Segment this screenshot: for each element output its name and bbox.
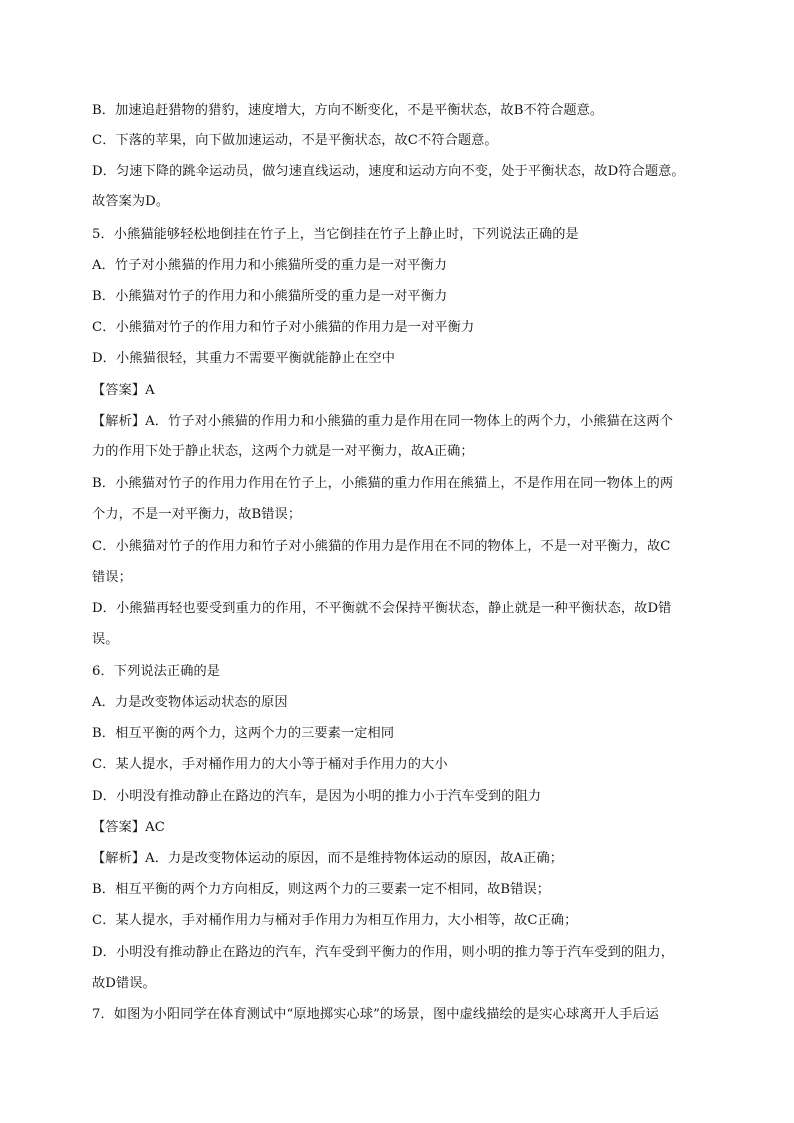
- question-5-option-d: D．小熊猫很轻，其重力不需要平衡就能静止在空中: [92, 351, 395, 366]
- text-line: D．小明没有推动静止在路边的汽车，汽车受到平衡力的作用，则小明的推力等于汽车受到的阻力，: [92, 945, 675, 960]
- question-6-option-c: C．某人提水，手对桶作用力的大小等于桶对手作用力的大小: [92, 757, 448, 772]
- text-line: C．小熊猫对竹子的作用力和竹子对小熊猫的作用力是作用在不同的物体上，不是一对平衡力，故C: [92, 539, 671, 554]
- text-line: C．下落的苹果，向下做加速运动，不是平衡状态，故C不符合题意。: [92, 133, 498, 148]
- text-line: 个力，不是一对平衡力，故B错误；: [92, 507, 302, 522]
- text-line: D．小熊猫再轻也要受到重力的作用，不平衡就不会保持平衡状态，静止就是一种平衡状态，故D错: [92, 601, 672, 616]
- text-line: B．相互平衡的两个力方向相反，则这两个力的三要素一定不相同，故B错误；: [92, 882, 551, 897]
- question-5-option-a: A．竹子对小熊猫的作用力和小熊猫所受的重力是一对平衡力: [92, 258, 448, 273]
- question-6-stem: 6．下列说法正确的是: [92, 664, 221, 679]
- text-line: B．小熊猫对竹子的作用力作用在竹子上，小熊猫的重力作用在熊猫上，不是作用在同一物体上的两: [92, 476, 674, 491]
- text-line: 故答案为D。: [92, 194, 170, 209]
- question-5-analysis: 【解析】A．竹子对小熊猫的作用力和小熊猫的重力是作用在同一物体上的两个力，小熊猫在这两个: [92, 414, 673, 429]
- text-line: 错误；: [92, 570, 132, 585]
- text-line: D．匀速下降的跳伞运动员，做匀速直线运动，速度和运动方向不变，处于平衡状态，故D符合题意。: [92, 164, 685, 179]
- question-7-stem: 7．如图为小阳同学在体育测试中“原地掷实心球”的场景，图中虚线描绘的是实心球离开人手后运: [92, 1007, 659, 1022]
- question-5-option-c: C．小熊猫对竹子的作用力和竹子对小熊猫的作用力是一对平衡力: [92, 320, 475, 335]
- question-6-option-b: B．相互平衡的两个力，这两个力的三要素一定相同: [92, 726, 395, 741]
- question-6-analysis: 【解析】A．力是改变物体运动的原因，而不是维持物体运动的原因，故A正确；: [92, 851, 564, 866]
- question-6-answer: 【答案】AC: [92, 820, 165, 835]
- text-line: B．加速追赶猎物的猎豹，速度增大，方向不断变化，不是平衡状态，故B不符合题意。: [92, 103, 604, 118]
- question-5-option-b: B．小熊猫对竹子的作用力和小熊猫所受的重力是一对平衡力: [92, 289, 448, 304]
- text-line: C．某人提水，手对桶作用力与桶对手作用力为相互作用力，大小相等，故C正确；: [92, 913, 578, 928]
- text-line: 故D错误。: [92, 976, 156, 991]
- question-5-stem: 5．小熊猫能够轻松地倒挂在竹子上，当它倒挂在竹子上静止时，下列说法正确的是: [92, 227, 579, 242]
- question-5-answer: 【答案】A: [92, 383, 155, 398]
- question-6-option-a: A．力是改变物体运动状态的原因: [92, 695, 288, 710]
- text-line: 力的作用下处于静止状态，这两个力就是一对平衡力，故A正确；: [92, 444, 474, 459]
- question-6-option-d: D．小明没有推动静止在路边的汽车，是因为小明的推力小于汽车受到的阻力: [92, 789, 542, 804]
- text-line: 误。: [92, 632, 119, 647]
